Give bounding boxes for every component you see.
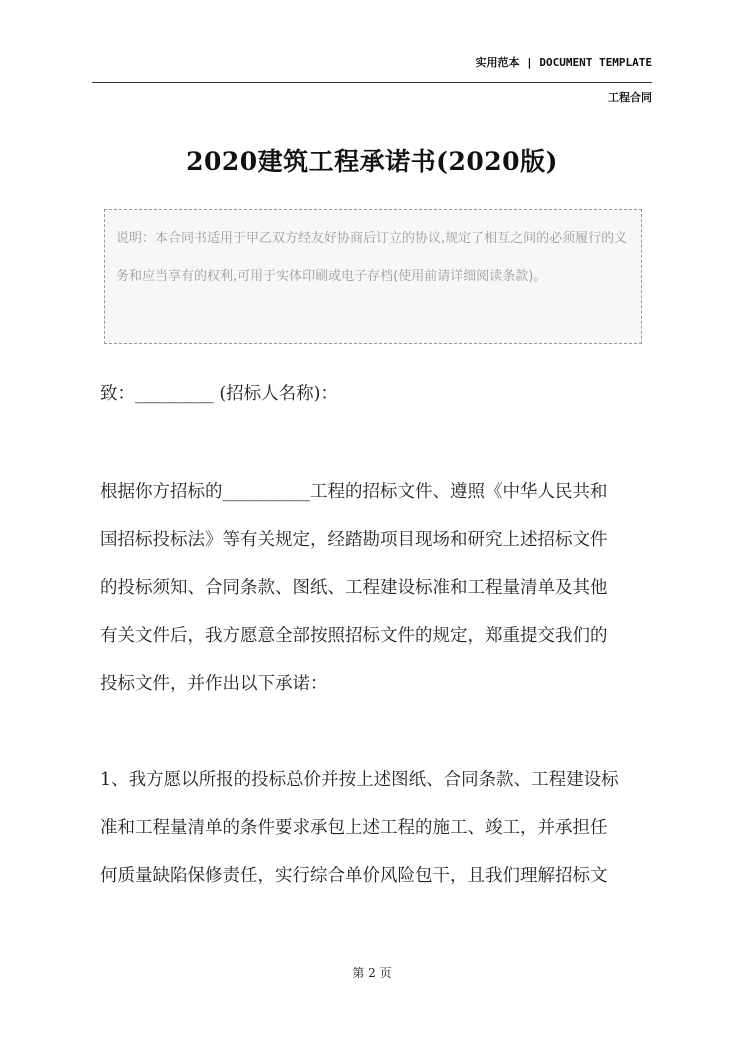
intro-line: 根据你方招标的__________工程的招标文件、遵照《中华人民共和 (100, 482, 608, 502)
commitment-item-1 (100, 756, 662, 900)
instruction-note-text: 说明：本合同书适用于甲乙双方经友好协商后订立的协议,规定了相互之间的必须履行的义务和应当享有的权利,可用于实体印刷或电子存档(使用前请详细阅读条款)。 (116, 231, 628, 284)
header-category: 工程合同 (608, 91, 652, 104)
intro-line: 有关文件后，我方愿意全部按照招标文件的规定，郑重提交我们的 (100, 626, 608, 646)
intro-paragraph (100, 468, 662, 708)
addressee-line: 致：_________ (招标人名称)： (100, 384, 338, 404)
page-number: 第 2 页 (352, 966, 392, 980)
header-divider (92, 82, 652, 83)
intro-line: 国招标投标法》等有关规定，经踏勘项目现场和研究上述招标文件 (100, 530, 608, 550)
intro-line: 投标文件，并作出以下承诺： (100, 674, 328, 694)
intro-line: 的投标须知、合同条款、图纸、工程建设标准和工程量清单及其他 (100, 578, 608, 598)
commitment-line: 准和工程量清单的条件要求承包上述工程的施工、竣工，并承担任 (100, 818, 608, 838)
addressee-paragraph (100, 370, 662, 418)
commitment-line: 1、我方愿以所报的投标总价并按上述图纸、合同条款、工程建设标 (100, 770, 619, 790)
instruction-note-box (104, 209, 642, 344)
commitment-line: 何质量缺陷保修责任，实行综合单价风险包干，且我们理解招标文 (100, 866, 608, 886)
document-title: 2020建筑工程承诺书(2020版) (186, 147, 558, 176)
header-brand: 实用范本 | DOCUMENT TEMPLATE (475, 56, 652, 69)
